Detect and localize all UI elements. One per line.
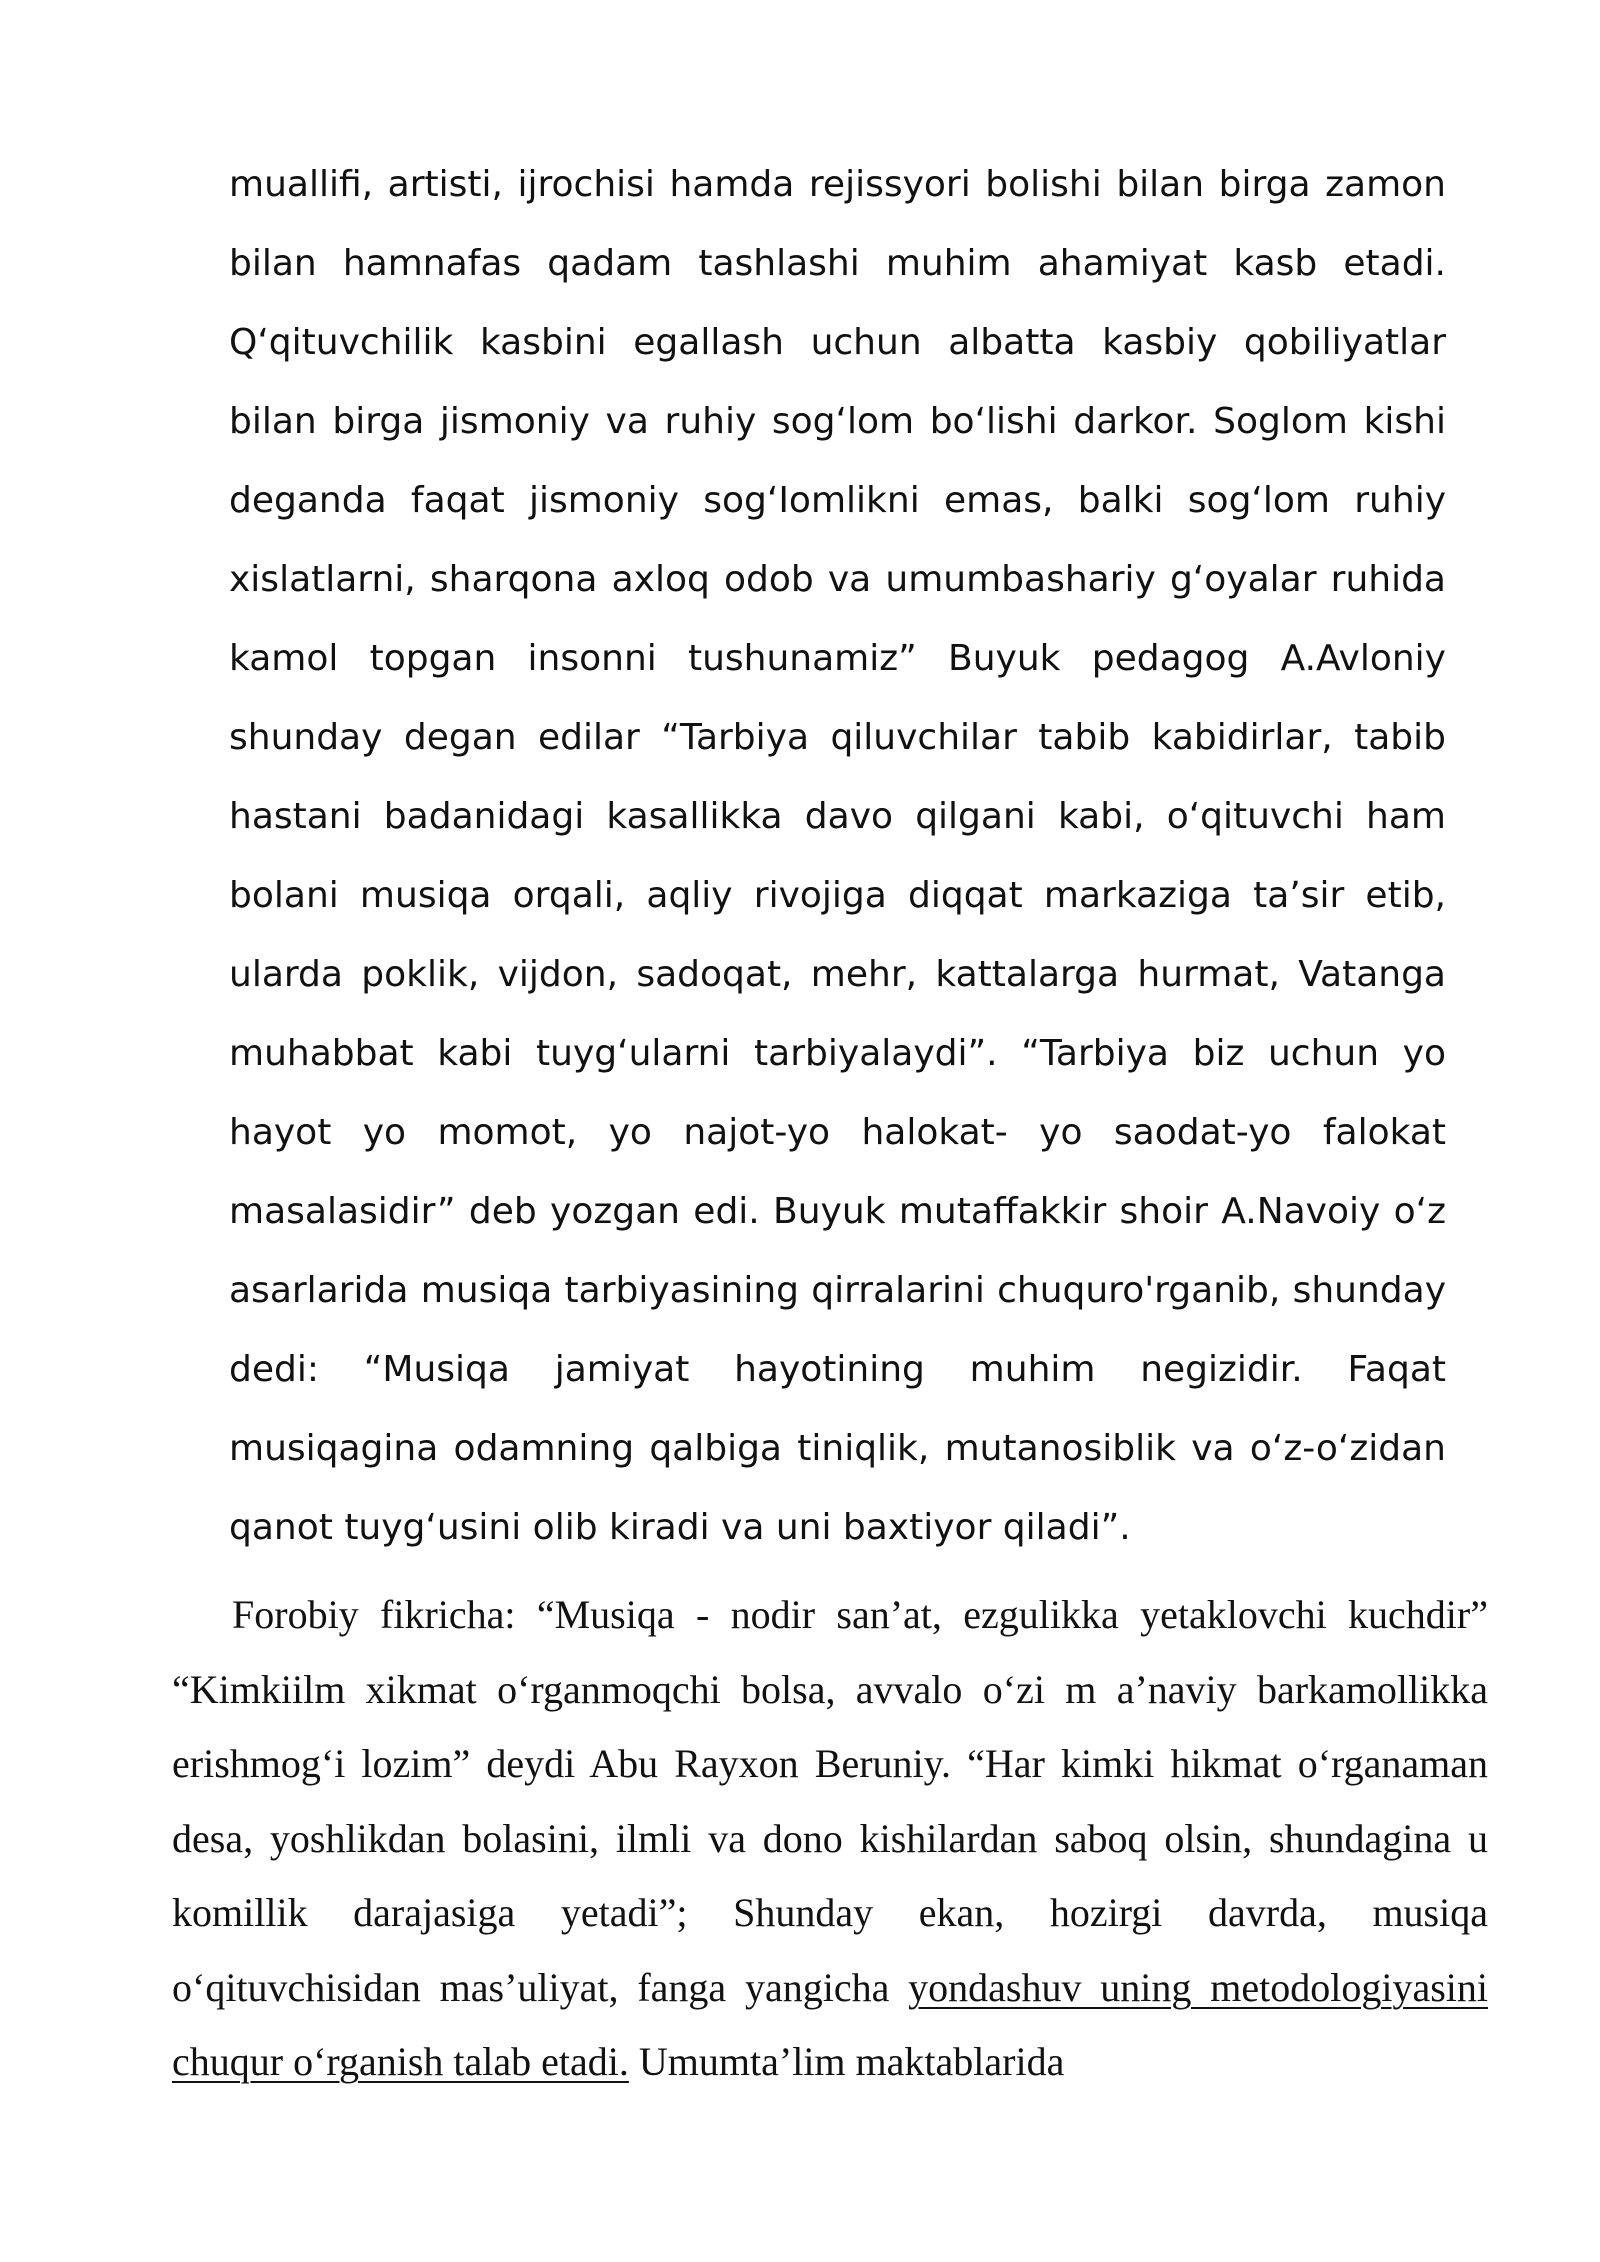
paragraph-2-text-end: Umumta’lim maktablarida — [628, 2039, 1065, 2084]
underlined-text: yondashuv uning metodologiyasini chuqur o‘rganish talab etadi. — [172, 1964, 1488, 2084]
body-paragraph-1: muallifi, artisti, ijrochisi hamda rejissyori bolishi bilan birga zamon bilan hamnafas qadam tashlashi muhim ahamiyat kasb etadi. Q‘qituvchilik kasbini egallash uchun albatta kasbiy qobiliyatlar bilan birga jismoniy va ruhiy sog‘lom bo‘lishi darkor. Soglom kishi deganda faqat jismoniy sog‘Iomlikni emas, balki sog‘lom ruhiy xislatlarni, sharqona axloq odob va umumbashariy g‘oyalar ruhida kamol topgan insonni tushunamiz” Buyuk pedagog A.Avloniy shunday degan edilar “Tarbiya qiluvchilar tabib kabidirlar, tabib hastani badanidagi kasallikka davo qilgani kabi, o‘qituvchi ham bolani musiqa orqali, aqliy rivojiga diqqat markaziga ta’sir etib, ularda poklik, vijdon, sadoqat, mehr, kattalarga hurmat, Vatanga muhabbat kabi tuyg‘ularni tarbiyalaydi”. “Tarbiya biz uchun yo hayot yo momot, yo najot-yo halokat- yo saodat-yo falokat masalasidir” deb yozgan edi. Buyuk mutaffakkir shoir A.Navoiy o‘z asarlarida musiqa tarbiyasining qirralarini chuquro'rganib, shunday dedi: “Musiqa jamiyat hayotining muhim negizidir. Faqat musiqagina odamning qalbiga tiniqlik, mutanosiblik va o‘z-o‘zidan qanot tuyg‘usini olib kiradi va uni baxtiyor qiladi”. — [229, 164, 1446, 1548]
paragraph-2-text: Forobiy fikricha: “Musiqa - nodir san’at, ezgulikka yetaklovchi kuchdir” “Kimkiilm xikmat o‘rganmoqchi bolsa, avvalo o‘zi m a’naviy barkamollikka erishmog‘i lozim” deydi Abu Rayxon Beruniy. “Har kimki hikmat o‘rganaman desa, yoshlikdan bolasini, ilmli va dono kishilardan saboq olsin, shundagina u komillik darajasiga yetadi”; Shunday ekan, hozirgi davrda, musiqa o‘qituvchisidan mas’uliyat, fanga yangicha — [172, 1592, 1488, 2010]
body-paragraph-2 — [172, 1578, 1488, 2100]
